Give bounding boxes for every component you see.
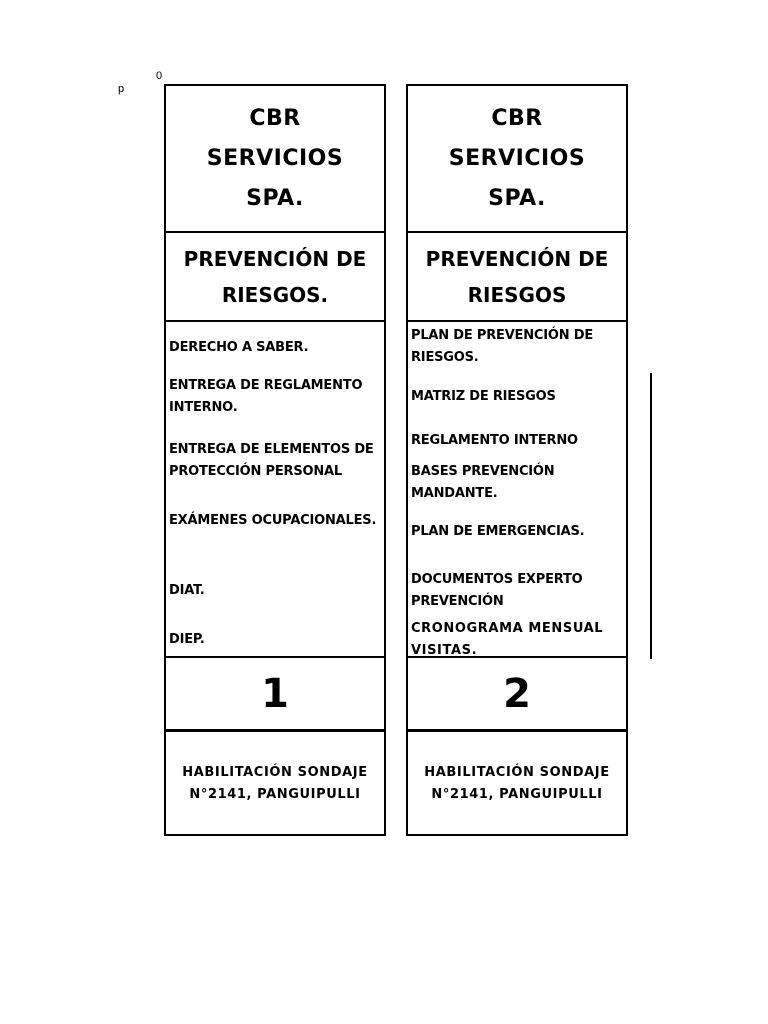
footer-line: HABILITACIÓN SONDAJE [182,765,368,780]
footer-section [408,732,626,834]
department-line: RIESGOS. [221,282,329,307]
list-item: ENTREGA DE ELEMENTOS DE PROTECCIÓN PERSONAL [169,442,374,479]
footer-text [166,762,384,806]
list-item: REGLAMENTO INTERNO [411,433,578,448]
list-item: DERECHO A SABER. [169,340,309,355]
label-number: 2 [503,670,531,717]
company-line: SERVICIOS [448,145,586,171]
label-number: 1 [261,670,289,717]
company-line: SERVICIOS [206,145,344,171]
footer-line: N°2141, PANGUIPULLI [189,787,361,802]
footer-text [408,762,626,806]
department-section [408,233,626,322]
binder-label-2 [406,84,628,836]
company-line: SPA. [246,185,304,211]
binder-label-1 [164,84,386,836]
company-section [166,86,384,233]
company-name [449,99,585,219]
footer-line: N°2141, PANGUIPULLI [431,787,603,802]
list-item: PLAN DE EMERGENCIAS. [411,524,585,539]
company-line: SPA. [488,185,546,211]
footer-section [166,732,384,834]
list-item: BASES PREVENCIÓN MANDANTE. [411,464,555,501]
department-line: PREVENCIÓN DE [183,246,367,271]
department-title [184,241,367,313]
list-item: ENTREGA DE REGLAMENTO INTERNO. [169,378,363,415]
company-section [408,86,626,233]
label-number-section [408,658,626,732]
vertical-margin-line [650,373,652,659]
department-title [426,241,609,313]
stray-letter-p: p [118,83,125,95]
list-item: PLAN DE PREVENCIÓN DE RIESGOS. [411,328,594,365]
contents-list [408,322,626,658]
list-item: CRONOGRAMA MENSUAL VISITAS. [411,621,604,658]
footer-line: HABILITACIÓN SONDAJE [424,765,610,780]
list-item: DOCUMENTOS EXPERTO PREVENCIÓN [411,572,583,609]
company-line: CBR [249,105,301,131]
list-item: DIEP. [169,632,205,647]
list-item: MATRIZ DE RIESGOS [411,389,556,404]
label-number-section [166,658,384,732]
stray-digit-zero: 0 [156,70,163,82]
department-section [166,233,384,322]
department-line: RIESGOS [467,282,567,307]
company-name [207,99,343,219]
list-item: DIAT. [169,583,205,598]
list-item: EXÁMENES OCUPACIONALES. [169,513,377,528]
department-line: PREVENCIÓN DE [425,246,609,271]
company-line: CBR [491,105,543,131]
contents-list [166,322,384,658]
